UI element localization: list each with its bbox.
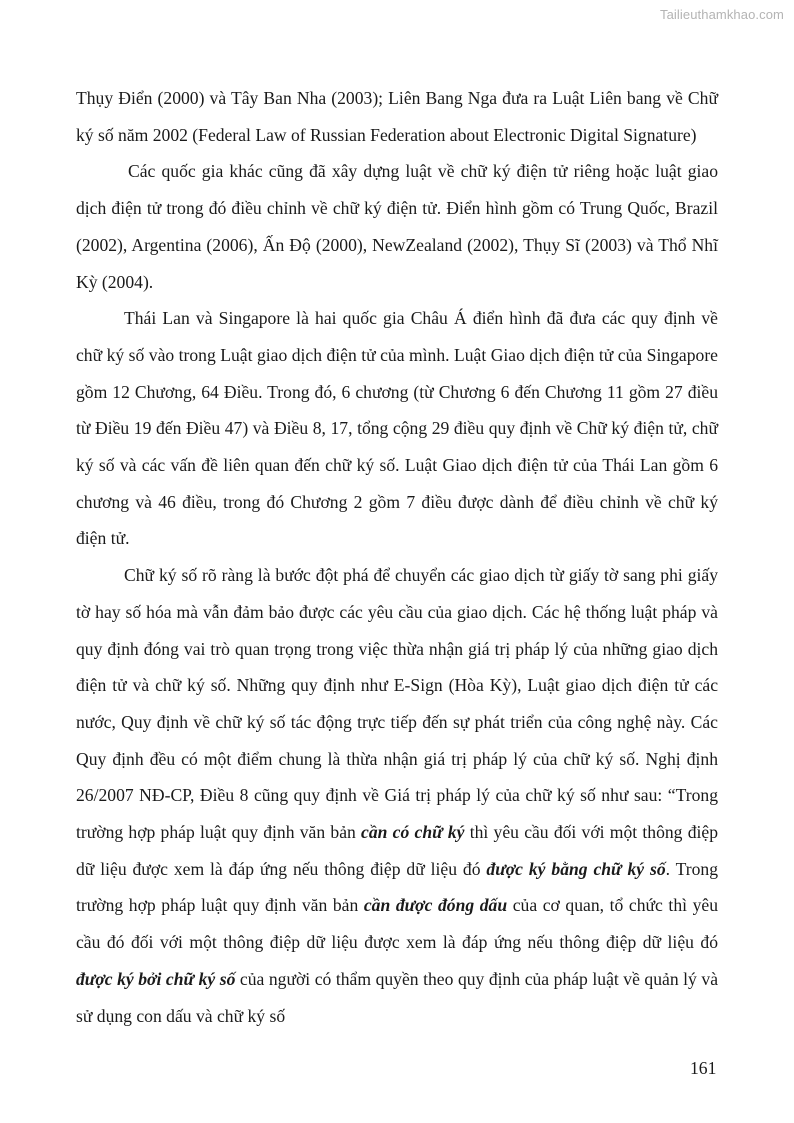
paragraph-3 bbox=[76, 300, 718, 557]
paragraph-text: Các quốc gia khác cũng đã xây dựng luật về chữ ký điện tử riêng hoặc luật giao dịch điện tử trong đó điều chỉnh về chữ ký điện tử. Điển hình gồm có Trung Quốc, Brazil (2002), Argentina (2006), Ấn Độ (2000), NewZealand (2002), Thụy Sĩ (2003) và Thổ Nhĩ Kỳ (2004). bbox=[76, 161, 718, 292]
watermark: Tailieuthamkhao.com bbox=[659, 7, 784, 22]
page-body bbox=[76, 80, 718, 1034]
emphasized-phrase: được ký bằng chữ ký số bbox=[486, 858, 666, 879]
paragraph-text: của cơ quan, tổ chức thì yêu cầu đó đối với một thông điệp dữ liệu được xem là đáp ứng nếu thông điệp dữ liệu đó bbox=[76, 895, 718, 953]
paragraph-text: Thụy Điển (2000) và Tây Ban Nha (2003); Liên Bang Nga đưa ra Luật Liên bang về Chữ ký số năm 2002 (Federal Law of Russian Federation about Electronic Digital Signature) bbox=[76, 88, 718, 145]
paragraph-text: Chữ ký số rõ ràng là bước đột phá để chuyển các giao dịch từ giấy tờ sang phi giấy tờ hay số hóa mà vẫn đảm bảo được các yêu cầu của giao dịch. Các hệ thống luật pháp và quy định đóng vai trò quan trọng trong việc thừa nhận giá trị pháp lý của những giao dịch điện tử và chữ ký số. Những quy định như E-Sign (Hòa Kỳ), Luật giao dịch điện tử các nước, Quy định về chữ ký số tác động trực tiếp đến sự phát triển của công nghệ này. Các Quy định đều có một điểm chung là thừa nhận giá trị pháp lý của chữ ký số. Nghị định 26/2007 NĐ-CP, Điều 8 cũng quy định về Giá trị pháp lý của chữ ký số như sau: “Trong trường hợp pháp luật quy định văn bản bbox=[76, 565, 718, 843]
paragraph-4 bbox=[76, 557, 718, 1034]
emphasized-phrase: được ký bởi chữ ký số bbox=[76, 968, 236, 989]
paragraph-text: thì yêu cầu đối với một thông điệp dữ liệu được xem là đáp ứng nếu thông điệp dữ liệu đó bbox=[76, 822, 718, 879]
emphasized-phrase: cần có chữ ký bbox=[361, 822, 465, 843]
paragraph-text: . Trong trường hợp pháp luật quy định văn bản bbox=[76, 858, 718, 916]
paragraph-text: của người có thẩm quyền theo quy định của pháp luật về quản lý và sử dụng con dấu và chữ ký số bbox=[76, 968, 718, 1026]
paragraph-1 bbox=[76, 80, 718, 153]
page-number: 161 bbox=[690, 1058, 717, 1078]
paragraph-2 bbox=[76, 153, 718, 300]
emphasized-phrase: cần được đóng dấu bbox=[363, 895, 508, 916]
paragraph-text: Thái Lan và Singapore là hai quốc gia Châu Á điển hình đã đưa các quy định về chữ ký số vào trong Luật giao dịch điện tử của mình. Luật Giao dịch điện tử của Singapore gồm 12 Chương, 64 Điều. Trong đó, 6 chương (từ Chương 6 đến Chương 11 gồm 27 điều từ Điều 19 đến Điều 47) và Điều 8, 17, tổng cộng 29 điều quy định về Chữ ký điện tử, chữ ký số và các vấn đề liên quan đến chữ ký số. Luật Giao dịch điện tử của Thái Lan gồm 6 chương và 46 điều, trong đó Chương 2 gồm 7 điều được dành để điều chỉnh về chữ ký điện tử. bbox=[76, 308, 718, 549]
